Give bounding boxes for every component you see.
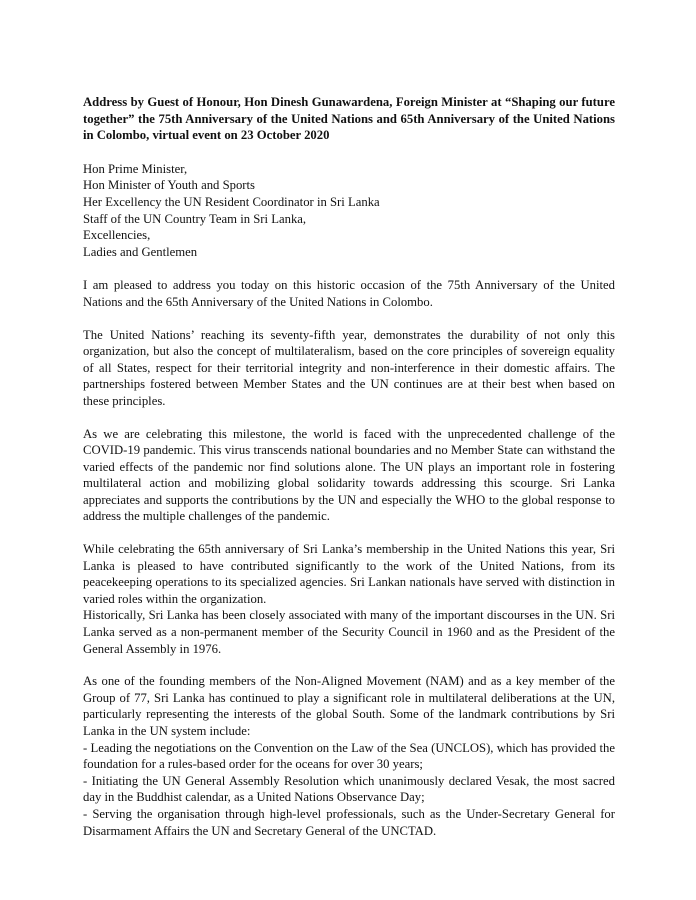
document-title: Address by Guest of Honour, Hon Dinesh Gunawardena, Foreign Minister at “Shaping our future together” the 75th Anniversary of the United Nations and 65th Anniversary of the United Nations in Colombo, virtual event on 23 October 2020	[83, 95, 615, 143]
contributions-section	[83, 673, 615, 839]
salutation-line: Staff of the UN Country Team in Sri Lanka,	[83, 211, 307, 226]
paragraph-covid: As we are celebrating this milestone, the world is faced with the unprecedented challenge of the COVID-19 pandemic. This virus transcends national boundaries and no Member State can withstand the varied effects of the pandemic nor find solutions alone. The UN plays an important role in fostering multilateral action and mobilizing global solidarity towards addressing this scourge. Sri Lanka appreciates and supports the contributions by the UN and especially the WHO to the global response to address the multiple challenges of the pandemic.	[83, 426, 615, 524]
salutation-line: Hon Minister of Youth and Sports	[83, 178, 255, 193]
salutation-line: Excellencies,	[83, 228, 151, 243]
salutation-line: Her Excellency the UN Resident Coordinator in Sri Lanka	[83, 194, 380, 209]
contribution-item: - Serving the organisation through high-level professionals, such as the Under-Secretary General for Disarmament Affairs the UN and Secretary General of the UNCTAD.	[83, 806, 615, 838]
contribution-item: - Leading the negotiations on the Convention on the Law of the Sea (UNCLOS), which has provided the foundation for a rules-based order for the oceans for over 30 years;	[83, 740, 615, 772]
paragraph-nam: As one of the founding members of the Non-Aligned Movement (NAM) and as a key member of the Group of 77, Sri Lanka has continued to play a significant role in multilateral deliberations at the UN, particularly representing the interests of the global South. Some of the landmark contributions by Sri Lanka in the UN system include:	[83, 674, 615, 738]
salutation-line: Hon Prime Minister,	[83, 161, 188, 176]
salutation-block	[83, 161, 615, 261]
contribution-item: - Initiating the UN General Assembly Resolution which unanimously declared Vesak, the most sacred day in the Buddhist calendar, as a United Nations Observance Day;	[83, 773, 615, 805]
paragraph-history: Historically, Sri Lanka has been closely associated with many of the important discourses in the UN. Sri Lanka served as a non-permanent member of the Security Council in 1960 and as the President of the General Assembly in 1976.	[83, 608, 615, 656]
paragraph-multilateralism: The United Nations’ reaching its seventy-fifth year, demonstrates the durability of not only this organization, but also the concept of multilateralism, based on the core principles of sovereign equality of all States, respect for their territorial integrity and non-interference in their domestic affairs. The partnerships fostered between Member States and the UN continues are at their best when based on these principles.	[83, 327, 615, 408]
salutation-line: Ladies and Gentlemen	[83, 244, 198, 259]
document-page	[83, 94, 615, 839]
paragraph-opening: I am pleased to address you today on this historic occasion of the 75th Anniversary of the United Nations and the 65th Anniversary of the United Nations in Colombo.	[83, 278, 615, 309]
paragraph-membership: While celebrating the 65th anniversary of Sri Lanka’s membership in the United Nations this year, Sri Lanka is pleased to have contributed significantly to the work of the United Nations, from its peacekeeping operations to its specialized agencies. Sri Lankan nationals have served with distinction in varied roles within the organization.	[83, 542, 615, 606]
